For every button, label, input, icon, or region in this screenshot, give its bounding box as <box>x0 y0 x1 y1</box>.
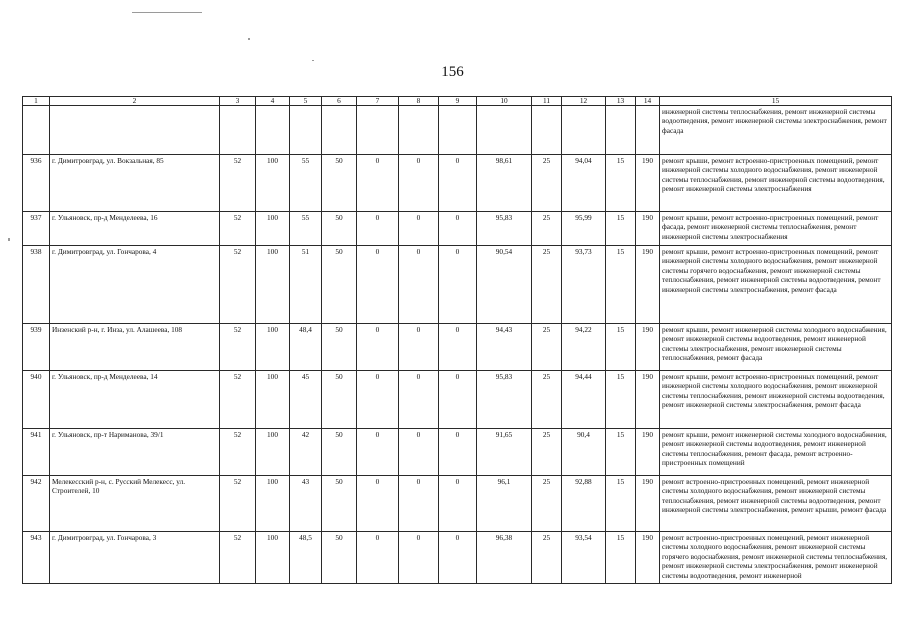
value-cell: 25 <box>532 532 562 584</box>
value-cell: 0 <box>357 324 399 371</box>
header-cell: 2 <box>50 97 220 106</box>
header-cell: 13 <box>606 97 636 106</box>
value-cell: 50 <box>322 371 357 429</box>
value-cell: 55 <box>290 155 322 212</box>
value-cell: 0 <box>357 212 399 246</box>
value-cell: 50 <box>322 246 357 324</box>
table-row <box>23 246 892 324</box>
value-cell: 50 <box>322 212 357 246</box>
table-row <box>23 371 892 429</box>
value-cell: 0 <box>439 212 477 246</box>
header-cell: 15 <box>660 97 892 106</box>
value-cell: 90,4 <box>562 429 606 476</box>
header-cell: 6 <box>322 97 357 106</box>
value-cell: 95,83 <box>477 212 532 246</box>
empty-cell <box>562 106 606 155</box>
header-cell: 11 <box>532 97 562 106</box>
row-number-cell: 943 <box>23 532 50 584</box>
empty-cell <box>256 106 290 155</box>
value-cell: 50 <box>322 324 357 371</box>
registry-table <box>22 96 892 584</box>
scan-mark <box>8 238 10 241</box>
value-cell: 100 <box>256 532 290 584</box>
value-cell: 15 <box>606 476 636 532</box>
value-cell: 0 <box>439 532 477 584</box>
empty-cell <box>357 106 399 155</box>
value-cell: 0 <box>399 246 439 324</box>
value-cell: 0 <box>439 371 477 429</box>
empty-cell <box>439 106 477 155</box>
empty-cell <box>532 106 562 155</box>
row-number-cell: 936 <box>23 155 50 212</box>
empty-cell <box>23 106 50 155</box>
table-row <box>23 429 892 476</box>
value-cell: 25 <box>532 476 562 532</box>
value-cell: 94,04 <box>562 155 606 212</box>
header-cell: 5 <box>290 97 322 106</box>
row-number-cell: 937 <box>23 212 50 246</box>
value-cell: 52 <box>220 212 256 246</box>
row-number-cell: 939 <box>23 324 50 371</box>
address-cell: г. Димитровград, ул. Гончарова, 3 <box>50 532 220 584</box>
scan-mark <box>248 38 250 40</box>
value-cell: 25 <box>532 324 562 371</box>
address-cell: Инзенский р-н, г. Инза, ул. Алашеева, 108 <box>50 324 220 371</box>
value-cell: 96,1 <box>477 476 532 532</box>
empty-cell <box>50 106 220 155</box>
header-cell: 1 <box>23 97 50 106</box>
value-cell: 15 <box>606 532 636 584</box>
address-cell: г. Димитровград, ул. Вокзальная, 85 <box>50 155 220 212</box>
value-cell: 15 <box>606 246 636 324</box>
value-cell: 93,54 <box>562 532 606 584</box>
address-cell: г. Ульяновск, пр-д Менделеева, 16 <box>50 212 220 246</box>
value-cell: 0 <box>399 532 439 584</box>
works-cell: ремонт встроенно-пристроенных помещений, ремонт инженерной системы холодного водоснабжения, ремонт инженерной системы горячего водоснабжения, ремонт инженерной системы теплоснабжения, ремонт инженерной системы электроснабжения, ремонт инженерной системы водоотведения, ремонт инженерной <box>660 532 892 584</box>
address-cell: Мелекесский р-н, с. Русский Мелекесс, ул. Строителей, 10 <box>50 476 220 532</box>
table-row <box>23 532 892 584</box>
value-cell: 43 <box>290 476 322 532</box>
value-cell: 15 <box>606 429 636 476</box>
value-cell: 94,22 <box>562 324 606 371</box>
value-cell: 45 <box>290 371 322 429</box>
empty-cell <box>477 106 532 155</box>
address-cell: г. Ульяновск, пр-д Менделеева, 14 <box>50 371 220 429</box>
value-cell: 0 <box>399 371 439 429</box>
value-cell: 91,65 <box>477 429 532 476</box>
value-cell: 95,83 <box>477 371 532 429</box>
value-cell: 0 <box>439 324 477 371</box>
value-cell: 93,73 <box>562 246 606 324</box>
empty-cell <box>290 106 322 155</box>
value-cell: 48,4 <box>290 324 322 371</box>
value-cell: 190 <box>636 155 660 212</box>
works-cell: ремонт крыши, ремонт встроенно-пристроенных помещений, ремонт фасада, ремонт инженерной системы теплоснабжения, ремонт инженерной системы электроснабжения <box>660 212 892 246</box>
value-cell: 0 <box>439 476 477 532</box>
value-cell: 50 <box>322 429 357 476</box>
value-cell: 15 <box>606 371 636 429</box>
header-cell: 9 <box>439 97 477 106</box>
value-cell: 100 <box>256 324 290 371</box>
value-cell: 190 <box>636 532 660 584</box>
value-cell: 190 <box>636 429 660 476</box>
empty-cell <box>220 106 256 155</box>
value-cell: 100 <box>256 155 290 212</box>
value-cell: 52 <box>220 246 256 324</box>
value-cell: 50 <box>322 476 357 532</box>
works-cell: ремонт крыши, ремонт инженерной системы холодного водоснабжения, ремонт инженерной системы водоотведения, ремонт инженерной системы электроснабжения, ремонт инженерной системы теплоснабжения, ремонт фасада <box>660 324 892 371</box>
value-cell: 0 <box>439 155 477 212</box>
header-cell: 8 <box>399 97 439 106</box>
value-cell: 50 <box>322 155 357 212</box>
value-cell: 52 <box>220 324 256 371</box>
empty-cell <box>636 106 660 155</box>
works-cell: ремонт крыши, ремонт встроенно-пристроенных помещений, ремонт инженерной системы холодного водоснабжения, ремонт инженерной системы теплоснабжения, ремонт инженерной системы водоотведения, ремонт инженерной системы электроснабжения, ремонт фасада <box>660 371 892 429</box>
value-cell: 42 <box>290 429 322 476</box>
table-row <box>23 155 892 212</box>
page-number: 156 <box>441 64 464 80</box>
value-cell: 55 <box>290 212 322 246</box>
table-row-continuation <box>23 106 892 155</box>
scan-mark <box>312 60 314 61</box>
row-number-cell: 938 <box>23 246 50 324</box>
value-cell: 0 <box>399 324 439 371</box>
value-cell: 48,5 <box>290 532 322 584</box>
value-cell: 25 <box>532 212 562 246</box>
works-cell: ремонт крыши, ремонт встроенно-пристроенных помещений, ремонт инженерной системы холодного водоснабжения, ремонт инженерной системы горячего водоснабжения, ремонт инженерной системы теплоснабжения, ремонт инженерной системы водоотведения, ремонт инженерной системы электроснабжения, ремонт фасада <box>660 246 892 324</box>
value-cell: 25 <box>532 371 562 429</box>
value-cell: 190 <box>636 212 660 246</box>
header-cell: 14 <box>636 97 660 106</box>
value-cell: 94,43 <box>477 324 532 371</box>
value-cell: 0 <box>399 155 439 212</box>
value-cell: 0 <box>399 212 439 246</box>
table-header-row <box>23 97 892 106</box>
value-cell: 15 <box>606 324 636 371</box>
table-row <box>23 476 892 532</box>
value-cell: 190 <box>636 476 660 532</box>
value-cell: 52 <box>220 532 256 584</box>
works-cell: ремонт крыши, ремонт инженерной системы холодного водоснабжения, ремонт инженерной системы водоотведения, ремонт инженерной системы теплоснабжения, ремонт фасада, ремонт встроенно-пристроенных помещений <box>660 429 892 476</box>
scan-mark <box>132 12 202 13</box>
value-cell: 100 <box>256 429 290 476</box>
value-cell: 25 <box>532 155 562 212</box>
header-cell: 3 <box>220 97 256 106</box>
value-cell: 51 <box>290 246 322 324</box>
address-cell: г. Ульяновск, пр-т Нариманова, 39/1 <box>50 429 220 476</box>
value-cell: 0 <box>357 532 399 584</box>
value-cell: 100 <box>256 371 290 429</box>
empty-cell <box>606 106 636 155</box>
row-number-cell: 941 <box>23 429 50 476</box>
header-cell: 4 <box>256 97 290 106</box>
value-cell: 50 <box>322 532 357 584</box>
header-cell: 7 <box>357 97 399 106</box>
value-cell: 0 <box>399 429 439 476</box>
value-cell: 190 <box>636 324 660 371</box>
value-cell: 96,38 <box>477 532 532 584</box>
value-cell: 0 <box>439 429 477 476</box>
value-cell: 100 <box>256 246 290 324</box>
value-cell: 190 <box>636 246 660 324</box>
table-row <box>23 212 892 246</box>
value-cell: 0 <box>357 476 399 532</box>
value-cell: 25 <box>532 246 562 324</box>
value-cell: 0 <box>399 476 439 532</box>
empty-cell <box>322 106 357 155</box>
value-cell: 15 <box>606 212 636 246</box>
table-row <box>23 324 892 371</box>
value-cell: 190 <box>636 371 660 429</box>
works-cell: ремонт встроенно-пристроенных помещений, ремонт инженерной системы холодного водоснабжения, ремонт инженерной системы теплоснабжения, ремонт инженерной системы водоотведения, ремонт инженерной системы электроснабжения, ремонт крыши, ремонт фасада <box>660 476 892 532</box>
value-cell: 0 <box>357 155 399 212</box>
value-cell: 98,61 <box>477 155 532 212</box>
value-cell: 52 <box>220 429 256 476</box>
value-cell: 92,88 <box>562 476 606 532</box>
value-cell: 0 <box>439 246 477 324</box>
value-cell: 52 <box>220 155 256 212</box>
value-cell: 52 <box>220 371 256 429</box>
empty-cell <box>399 106 439 155</box>
value-cell: 0 <box>357 371 399 429</box>
header-cell: 12 <box>562 97 606 106</box>
works-cell: ремонт крыши, ремонт встроенно-пристроенных помещений, ремонт инженерной системы холодного водоснабжения, ремонт инженерной системы теплоснабжения, ремонт инженерной системы водоотведения, ремонт инженерной системы электроснабжения <box>660 155 892 212</box>
header-cell: 10 <box>477 97 532 106</box>
value-cell: 52 <box>220 476 256 532</box>
value-cell: 25 <box>532 429 562 476</box>
value-cell: 90,54 <box>477 246 532 324</box>
works-cell: инженерной системы теплоснабжения, ремонт инженерной системы водоотведения, ремонт инженерной системы электроснабжения, ремонт фасада <box>660 106 892 155</box>
value-cell: 94,44 <box>562 371 606 429</box>
row-number-cell: 940 <box>23 371 50 429</box>
address-cell: г. Димитровград, ул. Гончарова, 4 <box>50 246 220 324</box>
value-cell: 0 <box>357 429 399 476</box>
value-cell: 100 <box>256 212 290 246</box>
value-cell: 95,99 <box>562 212 606 246</box>
value-cell: 15 <box>606 155 636 212</box>
value-cell: 0 <box>357 246 399 324</box>
value-cell: 100 <box>256 476 290 532</box>
row-number-cell: 942 <box>23 476 50 532</box>
